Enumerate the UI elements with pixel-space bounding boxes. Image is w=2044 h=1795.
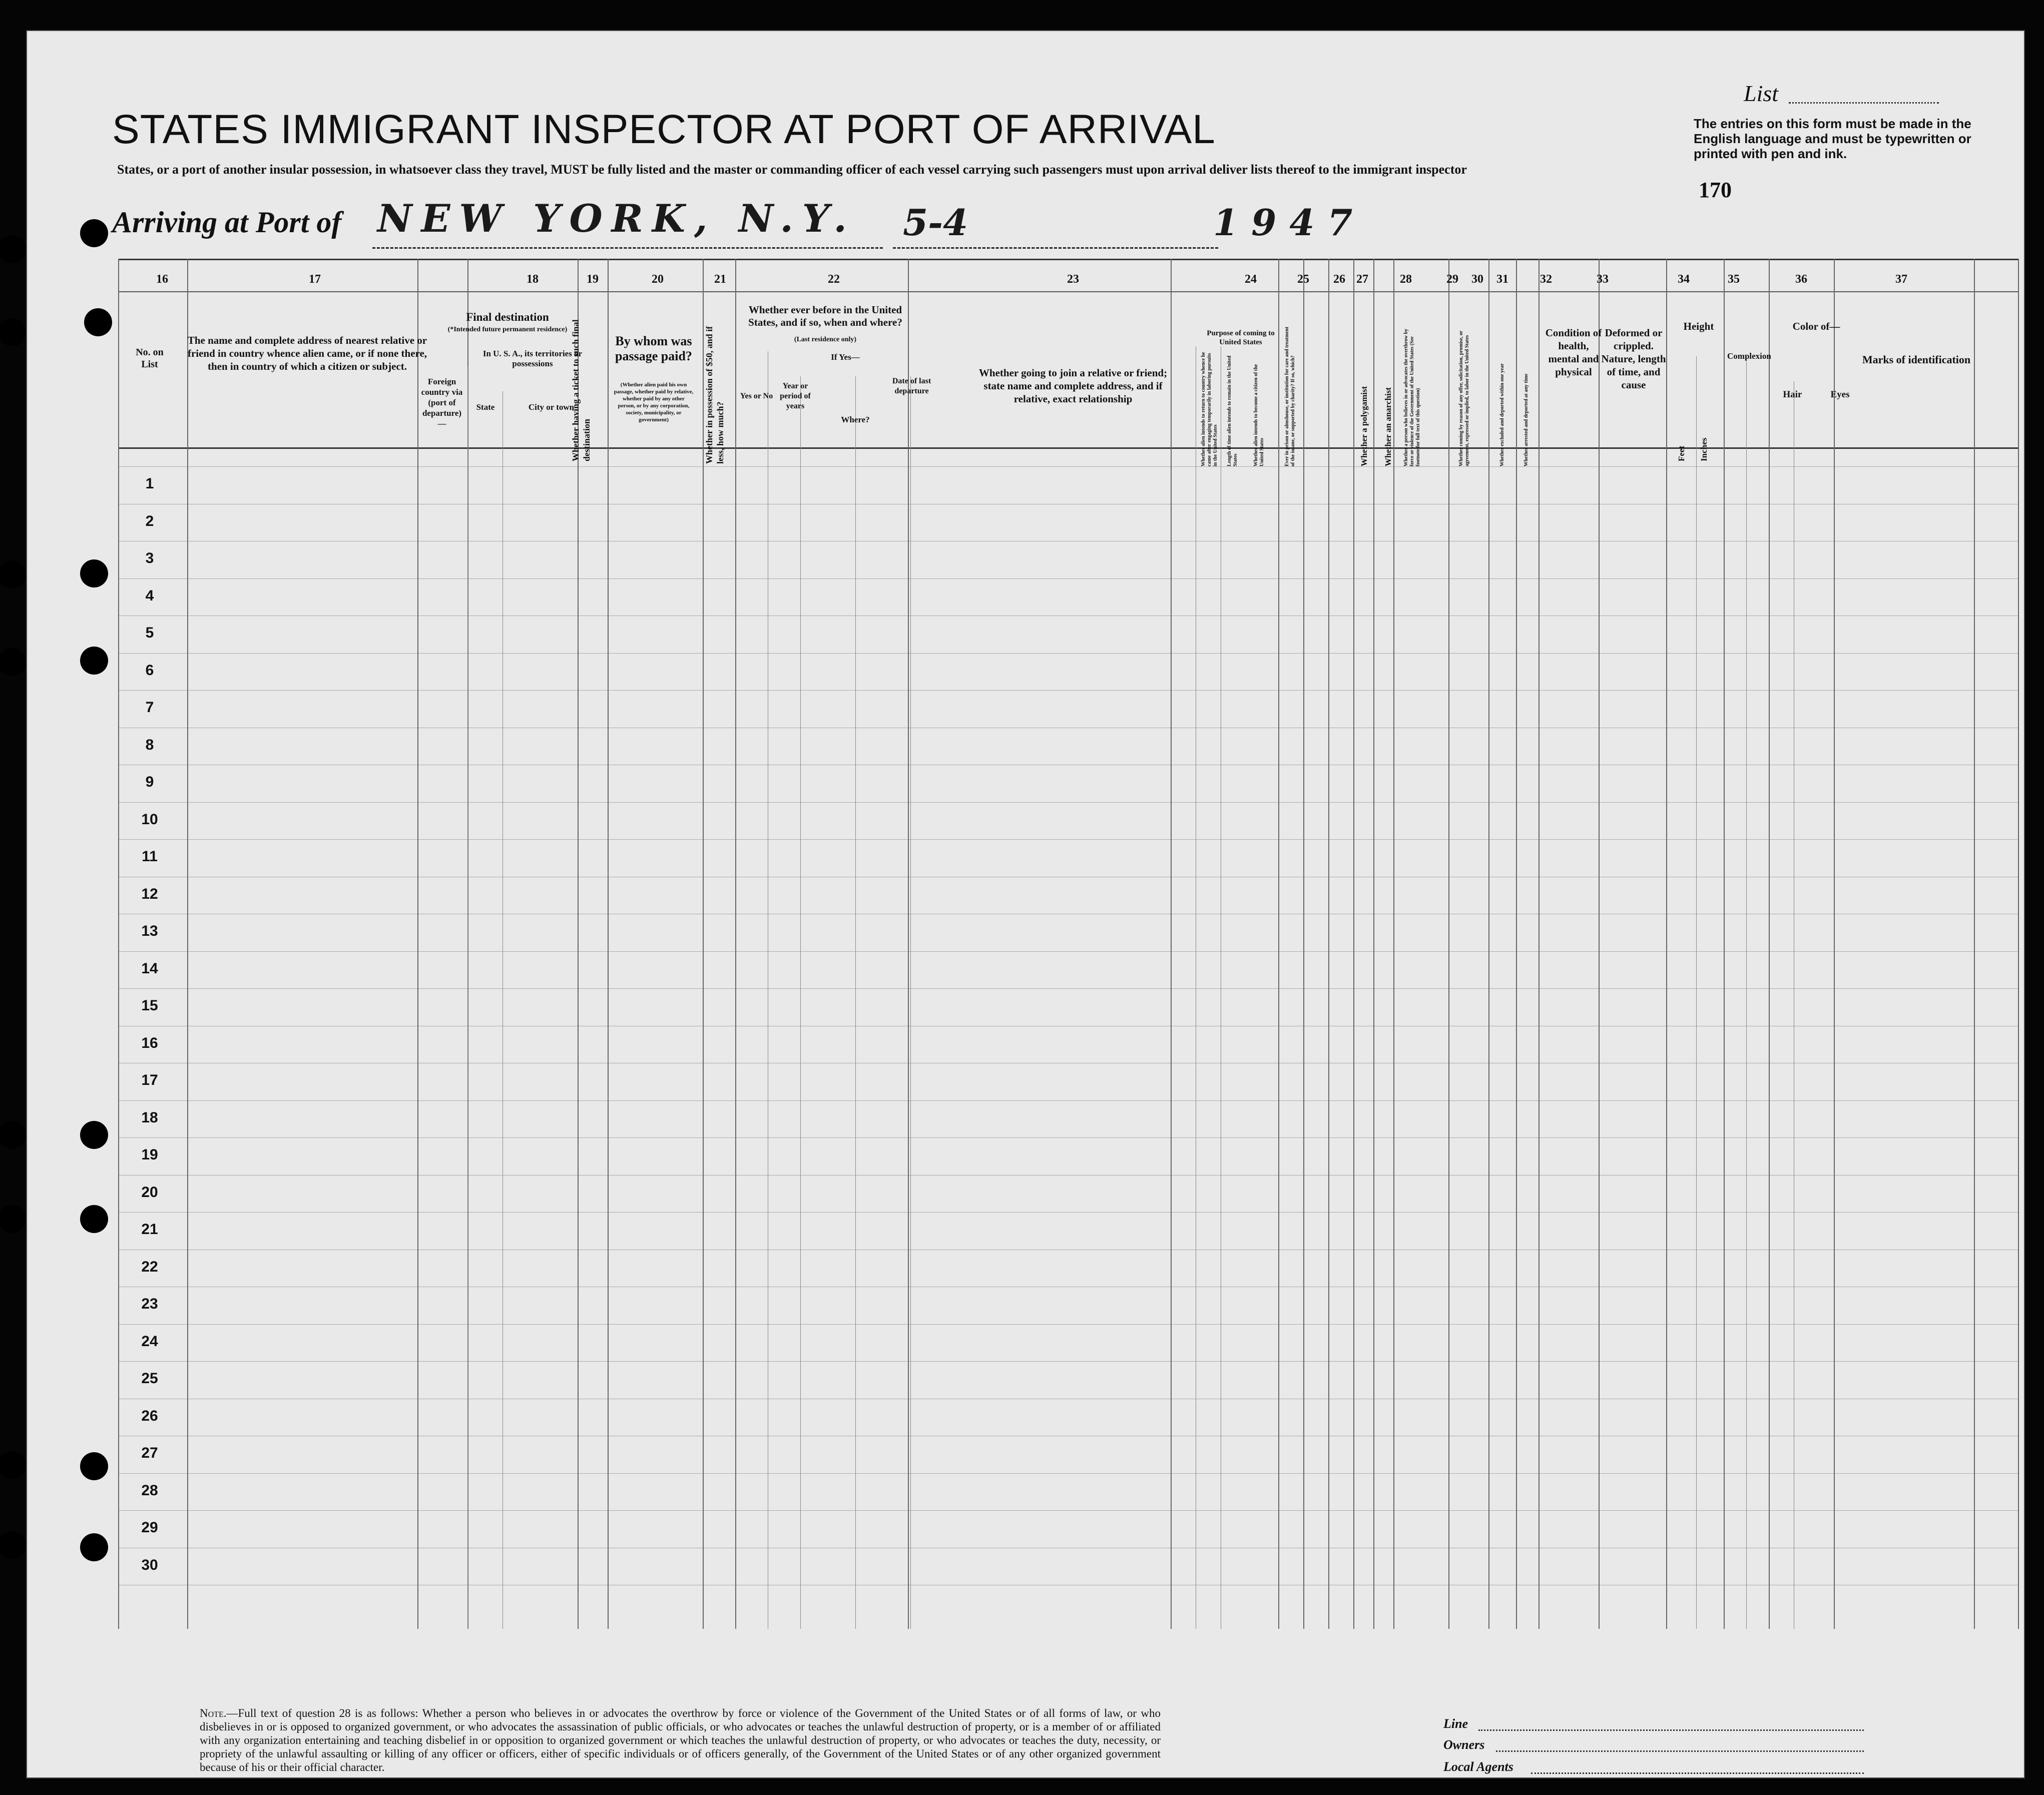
header-complexion: Complexion (1727, 351, 1771, 361)
table-subcolumn-rule (910, 376, 911, 1629)
table-row-rule (118, 988, 2018, 989)
header-ticket: Whether having a ticket to such final destination (571, 319, 592, 461)
punch-hole (80, 647, 108, 675)
table-subcolumn-rule (855, 376, 856, 1629)
table-row-rule (118, 466, 2018, 467)
list-number: 170 (1699, 178, 1732, 202)
table-column-rule (1599, 259, 1600, 1629)
table-row-rule (118, 1137, 2018, 1138)
table-subcolumn-rule (1696, 356, 1697, 1629)
header-hair: Hair (1783, 389, 1802, 400)
row-number: 21 (141, 1221, 158, 1238)
column-number: 27 (1356, 273, 1368, 286)
row-number: 9 (145, 774, 154, 790)
table-column-rule (1724, 259, 1725, 1629)
row-number: 28 (141, 1482, 158, 1499)
punch-hole (84, 308, 112, 336)
header-prison-almshouse: Ever in prison or almshouse, or institution for care and treatment of the insane, or supported by charity? If so, which? (1284, 326, 1296, 466)
column-number-rule (118, 291, 2018, 292)
list-label: List (1744, 81, 1779, 106)
column-number: 29 (1446, 273, 1458, 286)
row-number: 10 (141, 811, 158, 828)
table-column-rule (1834, 259, 1835, 1629)
row-number: 12 (141, 885, 158, 902)
column-number: 24 (1245, 273, 1257, 286)
table-column-rule (1488, 259, 1489, 1629)
header-bottom-rule (118, 447, 2018, 449)
column-number: 36 (1795, 273, 1807, 286)
header-last-residence: (Last residence only) (794, 336, 857, 343)
header-overthrow: Whether a person who believes in or advocates the overthrow by force or violence of the Government of the United States (See footnote for full text of this question) (1403, 329, 1421, 466)
punch-hole (80, 1205, 108, 1233)
column-number: 32 (1540, 273, 1552, 286)
table-column-rule (608, 259, 609, 1629)
header-deformed: Deformed or crippled. Nature, length of time, and cause (1601, 327, 1666, 391)
punch-hole (80, 1533, 108, 1561)
table-row-rule (118, 802, 2018, 803)
punch-hole (80, 219, 108, 247)
table-column-rule (1516, 259, 1517, 1629)
table-column-rule (2018, 259, 2019, 1629)
column-number: 22 (828, 273, 840, 286)
column-number: 30 (1471, 273, 1483, 286)
row-number: 30 (141, 1556, 158, 1573)
port-label: Arriving at Port of (112, 206, 342, 239)
punch-hole (0, 1451, 26, 1479)
form-title: STATES IMMIGRANT INSPECTOR AT PORT OF ARRIVAL (112, 107, 1216, 152)
header-offer-labor: Whether coming by reason of any offer, solicitation, promise, or agreement, expressed or implied, to labor in the United States (1458, 330, 1470, 466)
table-row-rule (118, 1212, 2018, 1213)
header-condition-health: Condition of health, mental and physical (1545, 327, 1602, 378)
row-number: 6 (145, 662, 154, 679)
header-city: City or town (528, 402, 575, 412)
footnote-label: Note. (200, 1707, 227, 1719)
row-number: 15 (141, 997, 158, 1014)
header-relative-address: The name and complete address of nearest relative or friend in country whence alien came, or if none there, then in country of which a citizen or subject. (187, 334, 427, 372)
header-ever-before-us: Whether ever before in the United States, and if so, when and where? (748, 304, 902, 328)
header-marks-identification: Marks of identification (1862, 353, 1971, 366)
table-column-rule (187, 259, 188, 1629)
row-number: 26 (141, 1407, 158, 1424)
date-value: 5-4 (903, 201, 968, 244)
table-column-rule (1171, 259, 1172, 1629)
row-number: 5 (145, 625, 154, 641)
table-row-rule (118, 1100, 2018, 1101)
row-number: 29 (141, 1519, 158, 1536)
table-row-rule (118, 839, 2018, 840)
row-number: 8 (145, 736, 154, 753)
row-number: 27 (141, 1445, 158, 1461)
table-row-rule (118, 578, 2018, 579)
column-number: 31 (1496, 273, 1508, 286)
owners-field[interactable] (1496, 1750, 1864, 1752)
column-number: 20 (652, 273, 664, 286)
column-number: 18 (527, 273, 539, 286)
header-possession-50: Whether in possession of $50, and if less, how much? (704, 326, 725, 464)
list-number-line (1789, 102, 1939, 104)
header-polygamist: Whether a polygamist (1359, 386, 1369, 466)
table-column-rule (1666, 259, 1667, 1629)
column-number: 26 (1333, 273, 1345, 286)
column-number: 23 (1067, 273, 1079, 286)
table-subcolumn-rule (502, 391, 503, 1629)
punch-hole (80, 1121, 108, 1149)
header-in-usa: In U. S. A., its territories or possessions (482, 349, 583, 368)
header-where: Where? (841, 415, 870, 424)
row-number: 20 (141, 1183, 158, 1201)
header-eyes: Eyes (1830, 389, 1850, 400)
punch-hole (0, 648, 26, 676)
header-final-destination: Final destination (466, 311, 549, 323)
form-subtitle: States, or a port of another insular possession, in whatsoever class they travel, MUST be fully listed and the master or commanding officer of each vessel carrying such passengers must upon arrival deliver lists thereof to the immigrant inspector (117, 162, 1467, 177)
table-row-rule (118, 1361, 2018, 1362)
column-number: 16 (156, 273, 168, 286)
row-number: 7 (145, 699, 154, 716)
row-number: 24 (141, 1333, 158, 1350)
punch-hole (0, 1531, 26, 1559)
table-column-rule (1769, 259, 1770, 1629)
header-year-period: Year or period of years (780, 382, 811, 410)
manifest-form-sheet (26, 30, 2025, 1778)
column-number: 25 (1297, 273, 1309, 286)
row-number: 19 (141, 1146, 158, 1163)
row-number: 3 (145, 550, 154, 566)
form-instructions: The entries on this form must be made in the English language and must be typewritten or printed with pen and ink. (1694, 116, 1971, 161)
table-row-rule (118, 653, 2018, 654)
table-column-rule (908, 259, 909, 1629)
table-column-rule (703, 259, 704, 1629)
local-agents-label: Local Agents (1443, 1759, 1513, 1774)
header-excluded-deported: Whether excluded and deported within one year (1499, 363, 1505, 466)
row-number: 11 (142, 848, 158, 865)
header-yes-no: Yes or No (740, 392, 773, 400)
row-number: 17 (141, 1072, 158, 1088)
column-number: 17 (309, 273, 321, 286)
table-column-rule (1974, 259, 1975, 1629)
table-row-rule (118, 1324, 2018, 1325)
table-subcolumn-rule (1746, 356, 1747, 1629)
punch-hole (0, 1121, 26, 1149)
header-arrested-deported: Whether arrested and deported at any time (1523, 373, 1529, 466)
column-number: 21 (714, 273, 726, 286)
header-state: State (476, 402, 495, 412)
table-column-rule (1448, 259, 1449, 1629)
table-column-rule (118, 259, 119, 1629)
header-intends-citizen: Whether alien intends to become a citizen of the United States (1253, 364, 1265, 466)
table-row-rule (118, 1473, 2018, 1474)
date-line (893, 247, 1218, 249)
row-number: 16 (141, 1034, 158, 1051)
punch-hole (0, 318, 26, 346)
row-number: 4 (145, 587, 154, 604)
header-purpose: Purpose of coming to United States (1207, 329, 1275, 346)
column-number: 33 (1597, 273, 1609, 286)
table-column-rule (735, 259, 736, 1629)
column-number: 37 (1895, 273, 1907, 286)
header-inches: Inches (1699, 437, 1709, 461)
header-color-of: Color of— (1792, 320, 1840, 332)
punch-hole (0, 560, 26, 588)
row-number: 18 (141, 1109, 158, 1126)
header-joining-relative: Whether going to join a relative or friend; state name and complete address, and if relative, exact relationship (978, 367, 1168, 405)
punch-hole (0, 1205, 26, 1233)
port-value: NEW YORK, N.Y. (377, 196, 856, 241)
column-number: 28 (1400, 273, 1412, 286)
local-agents-field[interactable] (1531, 1772, 1864, 1774)
table-row-rule (118, 1510, 2018, 1511)
row-number: 22 (141, 1258, 158, 1275)
header-date-last-departure: Date of last departure (892, 377, 931, 395)
table-column-rule (1328, 259, 1329, 1629)
table-row-rule (118, 951, 2018, 952)
table-column-rule (578, 259, 579, 1629)
table-column-rule (1278, 259, 1279, 1629)
header-feet: Feet (1677, 445, 1686, 461)
column-number: 34 (1678, 273, 1690, 286)
header-passage-paid-sub: (Whether alien paid his own passage, whether paid by relative, whether paid by any other person, or by any corporation, society, municipality, or government) (614, 382, 694, 423)
row-number: 1 (145, 475, 154, 492)
punch-hole (80, 1452, 108, 1480)
row-number: 2 (145, 512, 154, 529)
port-line (372, 247, 883, 249)
table-column-rule (1353, 259, 1354, 1629)
header-intends-return: Whether alien intends to return to country whence he came after engaging temporarily in laboring pursuits in the United States (1201, 352, 1218, 466)
row-number: 13 (141, 923, 158, 939)
row-number: 23 (141, 1296, 158, 1312)
header-anarchist: Whether an anarchist (1383, 387, 1393, 466)
header-height: Height (1683, 320, 1714, 332)
footnote-question-28 (200, 1706, 1161, 1774)
column-number: 35 (1728, 273, 1740, 286)
header-passage-paid: By whom was passage paid? (615, 334, 692, 363)
header-if-yes: If Yes— (831, 352, 860, 362)
table-subcolumn-rule (467, 366, 468, 1629)
header-foreign-country: Foreign country via (port of departure)— (421, 377, 463, 428)
table-row-rule (118, 690, 2018, 691)
row-number: 14 (141, 960, 158, 977)
column-number: 19 (587, 273, 599, 286)
table-column-rule (417, 259, 418, 1629)
header-final-destination-sub: (*Intended future permanent residence) (447, 326, 568, 333)
punch-hole (0, 235, 26, 263)
table-column-rule (1539, 259, 1540, 1629)
footnote-text: —Full text of question 28 is as follows: Whether a person who believes in or advocates the overthrow by force or violence of the Government of the United States or of all forms of law, or who disbelieves in or is opposed to organized government, or who advocates the assassination of public officials, or who advocates or teaches the unlawful destruction of property, or is a member of or affiliated with any organization entertaining and teaching disbelief in or opposition to organized government or which teaches the unlawful destruction of property, or who advocates or teaches the duty, necessity, or propriety of the unlawful assaulting or killing of any officer or officers, either of specific individuals or of officers generally, of the Government of the United States or of any other organized government because of his or their official character. (200, 1707, 1161, 1773)
header-length-of-stay: Length of time alien intends to remain in the United States (1227, 355, 1238, 466)
owners-label: Owners (1443, 1737, 1485, 1752)
table-subcolumn-rule (800, 376, 801, 1629)
year-value: 1947 (1213, 201, 1366, 244)
row-number: 25 (141, 1370, 158, 1387)
header-no-on-list: No. on List (136, 347, 164, 370)
line-field[interactable] (1478, 1729, 1864, 1731)
line-label: Line (1443, 1716, 1468, 1731)
punch-hole (80, 559, 108, 587)
table-top-rule (118, 259, 2018, 260)
